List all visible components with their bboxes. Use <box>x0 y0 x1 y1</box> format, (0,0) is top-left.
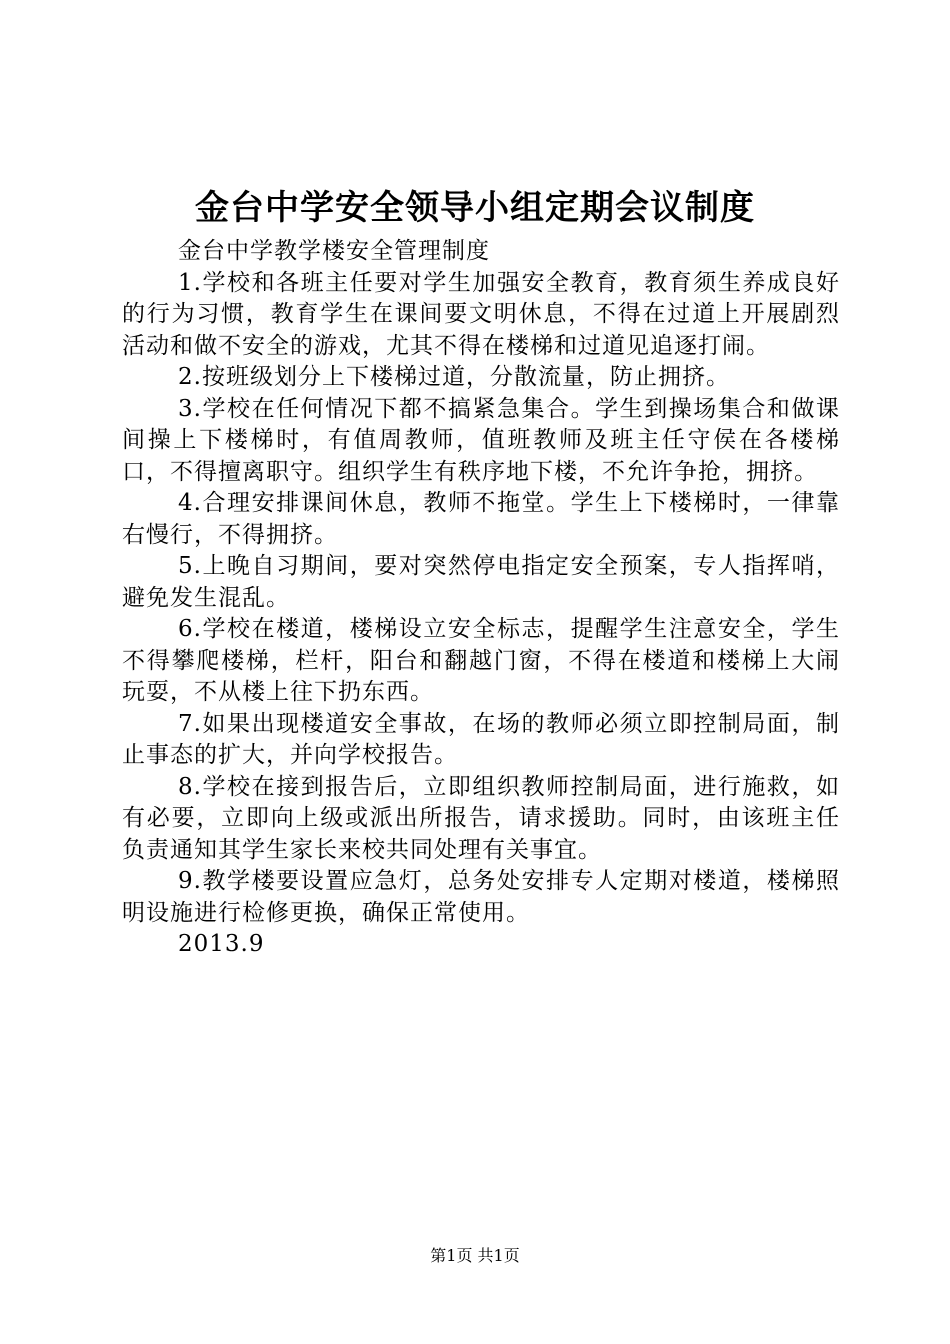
document-subtitle: 金台中学教学楼安全管理制度 <box>178 238 490 264</box>
rule-item-3: 3.学校在任何情况下都不搞紧急集合。学生到操场集合和做课间操上下楼梯时，有值周教师，值班教师及班主任守侯在各楼梯口，不得擅离职守。组织学生有秩序地下楼，不允许争抢，拥挤。 <box>122 395 840 485</box>
rule-item-4: 4.合理安排课间休息，教师不拖堂。学生上下楼梯时，一律靠右慢行，不得拥挤。 <box>122 490 840 548</box>
document-date: 2013.9 <box>178 931 265 957</box>
document-body <box>122 236 840 961</box>
page-number-footer: 第1页 共1页 <box>430 1246 520 1265</box>
rule-item-7: 7.如果出现楼道安全事故，在场的教师必须立即控制局面，制止事态的扩大，并向学校报告。 <box>122 710 840 768</box>
rule-item-9: 9.教学楼要设置应急灯，总务处安排专人定期对楼道，楼梯照明设施进行检修更换，确保正常使用。 <box>122 868 840 926</box>
rule-item-2: 2.按班级划分上下楼梯过道，分散流量，防止拥挤。 <box>178 364 730 390</box>
rule-item-8: 8.学校在接到报告后，立即组织教师控制局面，进行施救，如有必要，立即向上级或派出所报告，请求援助。同时，由该班主任负责通知其学生家长来校共同处理有关事宜。 <box>122 773 840 863</box>
rule-item-6: 6.学校在楼道，楼梯设立安全标志，提醒学生注意安全，学生不得攀爬楼梯，栏杆，阳台和翻越门窗，不得在楼道和楼梯上大闹玩耍，不从楼上往下扔东西。 <box>122 616 840 705</box>
rule-item-5: 5.上晚自习期间，要对突然停电指定安全预案，专人指挥哨，避免发生混乱。 <box>122 553 840 611</box>
document-title: 金台中学安全领导小组定期会议制度 <box>195 188 755 228</box>
rule-item-1: 1.学校和各班主任要对学生加强安全教育，教育须生养成良好的行为习惯，教育学生在课间要文明休息，不得在过道上开展剧烈活动和做不安全的游戏，尤其不得在楼梯和过道见追逐打闹。 <box>122 269 840 359</box>
